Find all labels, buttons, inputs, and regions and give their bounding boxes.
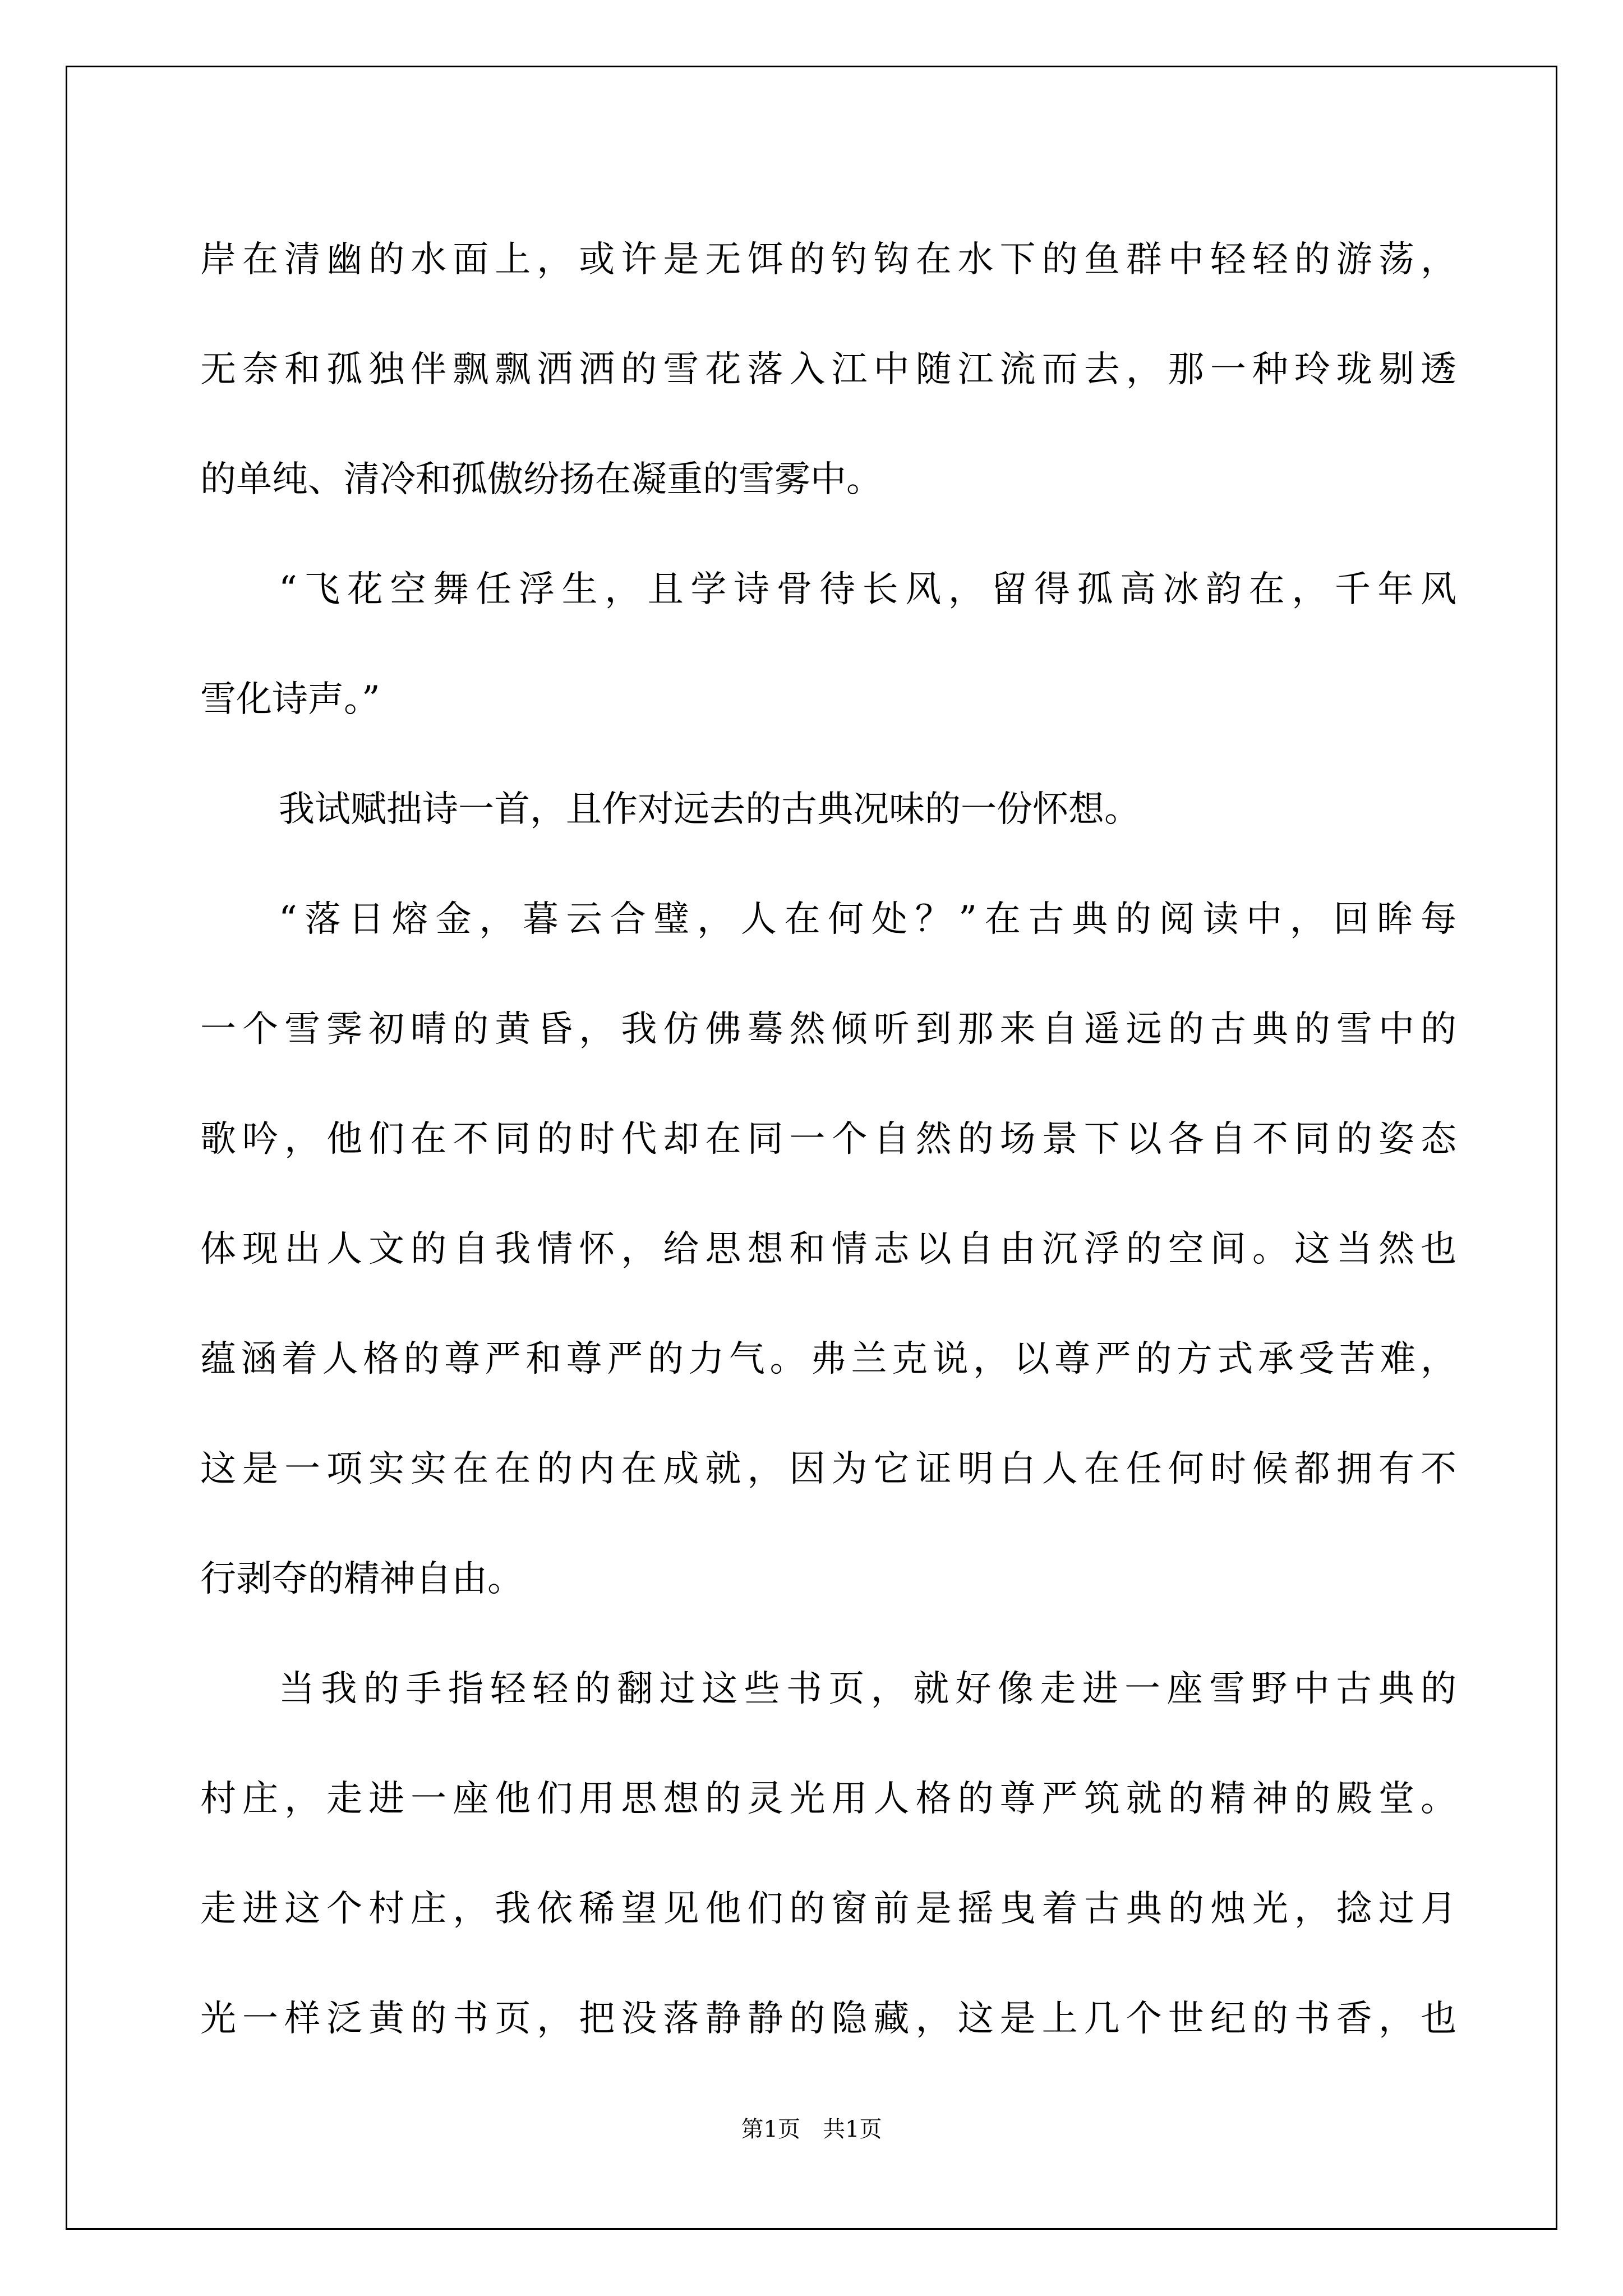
body-text [200, 205, 1456, 2074]
text-line: 无奈和孤独伴飘飘洒洒的雪花落入江中随江流而去，那一种玲珑剔透 [200, 349, 1456, 390]
text-line: “落日熔金，暮云合璧，人在何处？”在古典的阅读中，回眸每 [279, 899, 1456, 940]
text-line: 的单纯、清冷和孤傲纷扬在凝重的雪雾中。 [200, 459, 882, 500]
page-footer: 第1页 共1页 [741, 2116, 882, 2142]
text-line: “飞花空舞任浮生，且学诗骨待长风，留得孤高冰韵在，千年风 [279, 569, 1456, 610]
text-line: 当我的手指轻轻的翻过这些书页，就好像走进一座雪野中古典的 [279, 1668, 1456, 1710]
text-line: 一个雪霁初晴的黄昏，我仿佛蓦然倾听到那来自遥远的古典的雪中的 [200, 1009, 1456, 1050]
text-line: 歌吟，他们在不同的时代却在同一个自然的场景下以各自不同的姿态 [200, 1119, 1456, 1160]
text-line: 光一样泛黄的书页，把没落静静的隐藏，这是上几个世纪的书香，也 [200, 1998, 1456, 2040]
text-line: 体现出人文的自我情怀，给思想和情志以自由沉浮的空间。这当然也 [200, 1228, 1456, 1270]
text-line: 我试赋拙诗一首，且作对远去的古典况味的一份怀想。 [279, 789, 1140, 830]
text-line: 岸在清幽的水面上，或许是无饵的钓钩在水下的鱼群中轻轻的游荡， [200, 239, 1456, 280]
text-line: 行剥夺的精神自由。 [200, 1558, 523, 1600]
text-line: 这是一项实实在在的内在成就，因为它证明白人在任何时候都拥有不 [200, 1448, 1456, 1490]
text-line: 走进这个村庄，我依稀望见他们的窗前是摇曳着古典的烛光，捻过月 [200, 1888, 1456, 1930]
text-line: 雪化诗声。” [200, 679, 380, 720]
text-line: 村庄，走进一座他们用思想的灵光用人格的尊严筑就的精神的殿堂。 [200, 1778, 1456, 1820]
text-line: 蕴涵着人格的尊严和尊严的力气。弗兰克说，以尊严的方式承受苦难， [200, 1338, 1456, 1380]
